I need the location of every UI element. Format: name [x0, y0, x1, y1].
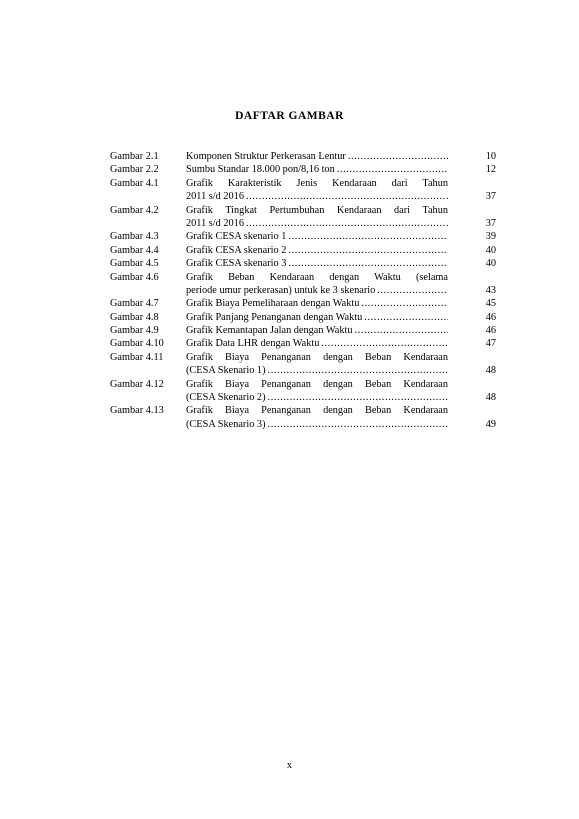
figure-label: Gambar 4.13 [110, 405, 164, 417]
figure-title-row [186, 324, 448, 337]
figure-entry [110, 163, 496, 176]
figure-entry-line [110, 163, 496, 176]
figure-title-row [186, 163, 448, 176]
figure-title-row [186, 364, 448, 377]
figure-label: Gambar 4.9 [110, 325, 159, 337]
figure-entry [110, 324, 496, 337]
figure-title: periode umur perkerasan) untuk ke 3 skenario [186, 284, 376, 296]
figure-title: Grafik CESA skenario 3 [186, 258, 287, 270]
figure-label: Gambar 4.3 [110, 231, 159, 243]
figure-page-number: 47 [485, 338, 496, 350]
figure-title-row [186, 391, 448, 404]
figure-entry-line [110, 204, 496, 217]
figure-title: 2011 s/d 2016 [186, 217, 244, 229]
page-number: x [286, 760, 293, 771]
figure-entry-line [110, 244, 496, 257]
figure-title-row [186, 244, 448, 257]
figure-entry-line [110, 364, 496, 377]
figure-title: Grafik CESA skenario 2 [186, 244, 287, 256]
figure-page-number: 48 [485, 392, 496, 404]
figure-label: Gambar 2.2 [110, 164, 159, 176]
figure-page-number: 40 [485, 244, 496, 256]
page-title: DAFTAR GAMBAR [235, 110, 344, 122]
figure-title: Grafik Biaya Pemeliharaan dengan Waktu [186, 298, 360, 310]
figure-title: Sumbu Standar 18.000 pon/8,16 ton [186, 164, 335, 176]
figure-title-row [186, 190, 448, 203]
figure-entry-line [110, 324, 496, 337]
figure-entry [110, 244, 496, 257]
figure-entry [110, 177, 496, 204]
figure-title-row [186, 230, 448, 243]
figure-label: Gambar 4.4 [110, 244, 159, 256]
figure-title: Grafik Kemantapan Jalan dengan Waktu [186, 325, 353, 337]
figure-entry [110, 404, 496, 431]
figure-title: (CESA Skenario 2) [186, 392, 266, 404]
figure-title: Grafik CESA skenario 1 [186, 231, 287, 243]
figure-entry-line [110, 271, 496, 284]
dot-leader [268, 364, 448, 377]
figure-title-row [186, 284, 448, 297]
figure-entry-line [110, 351, 496, 364]
dot-leader [361, 297, 448, 310]
figure-entry-line [110, 230, 496, 243]
figure-label: Gambar 4.10 [110, 338, 164, 350]
figure-title-row [186, 150, 448, 163]
dot-leader [337, 163, 448, 176]
figure-title-row [186, 311, 448, 324]
figure-entry-line [110, 284, 496, 297]
figure-label: Gambar 4.2 [110, 204, 159, 216]
figure-title: 2011 s/d 2016 [186, 191, 244, 203]
dot-leader [246, 190, 448, 203]
figure-title: Grafik Tingkat Pertumbuhan Kendaraan dari Tahun [186, 204, 448, 216]
figure-entry-line [110, 297, 496, 310]
dot-leader [348, 150, 448, 163]
figure-title-row [186, 257, 448, 270]
figure-title-row [186, 337, 448, 350]
figure-entry-line [110, 418, 496, 431]
figure-title: Komponen Struktur Perkerasan Lentur [186, 151, 346, 162]
figure-page-number: 40 [485, 258, 496, 270]
dot-leader [321, 337, 448, 350]
dot-leader [364, 311, 448, 324]
figure-title: Grafik Biaya Penanganan dengan Beban Kendaraan [186, 351, 448, 363]
figure-title: Grafik Panjang Penanganan dengan Waktu [186, 311, 363, 323]
figure-label: Gambar 4.7 [110, 298, 159, 310]
figure-label: Gambar 4.6 [110, 271, 159, 283]
figure-entry [110, 271, 496, 298]
dot-leader [377, 284, 448, 297]
figure-page-number: 10 [485, 151, 496, 162]
figure-title-row [186, 297, 448, 310]
figure-page-number: 46 [485, 311, 496, 323]
figure-entry [110, 311, 496, 324]
figure-page-number: 39 [485, 231, 496, 243]
figure-title-row [186, 418, 448, 431]
figure-label: Gambar 4.11 [110, 351, 164, 363]
figure-page-number: 49 [485, 418, 496, 430]
figure-title: (CESA Skenario 1) [186, 365, 266, 377]
figure-title: Grafik Karakteristik Jenis Kendaraan dari Tahun [186, 177, 448, 189]
figure-entry [110, 297, 496, 310]
dot-leader [288, 257, 448, 270]
dot-leader [246, 217, 448, 230]
figure-entry [110, 351, 496, 378]
dot-leader [288, 244, 448, 257]
dot-leader [288, 230, 448, 243]
figure-label: Gambar 4.12 [110, 378, 164, 390]
figure-entry [110, 257, 496, 270]
figure-title-row [186, 217, 448, 230]
figure-label: Gambar 4.5 [110, 258, 159, 270]
figure-entry-line [110, 177, 496, 190]
figure-entry [110, 337, 496, 350]
figure-page-number: 37 [485, 191, 496, 203]
figure-entry [110, 378, 496, 405]
figure-entry-line [110, 378, 496, 391]
figure-page-number: 37 [485, 217, 496, 229]
figure-entry-line [110, 311, 496, 324]
figure-entry [110, 150, 496, 163]
figure-title: Grafik Beban Kendaraan dengan Waktu (selama [186, 271, 448, 283]
figure-page-number: 46 [485, 325, 496, 337]
figure-label: Gambar 4.8 [110, 311, 159, 323]
figure-entry-line [110, 190, 496, 203]
dot-leader [355, 324, 448, 337]
figure-entry-line [110, 337, 496, 350]
figure-label: Gambar 2.1 [110, 151, 159, 162]
figure-title: Grafik Data LHR dengan Waktu [186, 338, 320, 350]
figure-entry-line [110, 217, 496, 230]
figure-title: Grafik Biaya Penanganan dengan Beban Kendaraan [186, 378, 448, 390]
figure-entry-line [110, 404, 496, 417]
dot-leader [268, 418, 448, 431]
dot-leader [268, 391, 448, 404]
figure-page-number: 12 [485, 164, 496, 176]
figure-entry [110, 230, 496, 243]
figure-entry-line [110, 391, 496, 404]
figure-page-number: 45 [485, 298, 496, 310]
figure-page-number: 43 [485, 284, 496, 296]
figure-entry [110, 204, 496, 231]
figure-label: Gambar 4.1 [110, 177, 159, 189]
figure-entry-line [110, 150, 496, 163]
figure-title: (CESA Skenario 3) [186, 418, 266, 430]
figure-entry-line [110, 257, 496, 270]
list-of-figures [110, 150, 496, 431]
figure-title: Grafik Biaya Penanganan dengan Beban Kendaraan [186, 405, 448, 417]
figure-page-number: 48 [485, 365, 496, 377]
